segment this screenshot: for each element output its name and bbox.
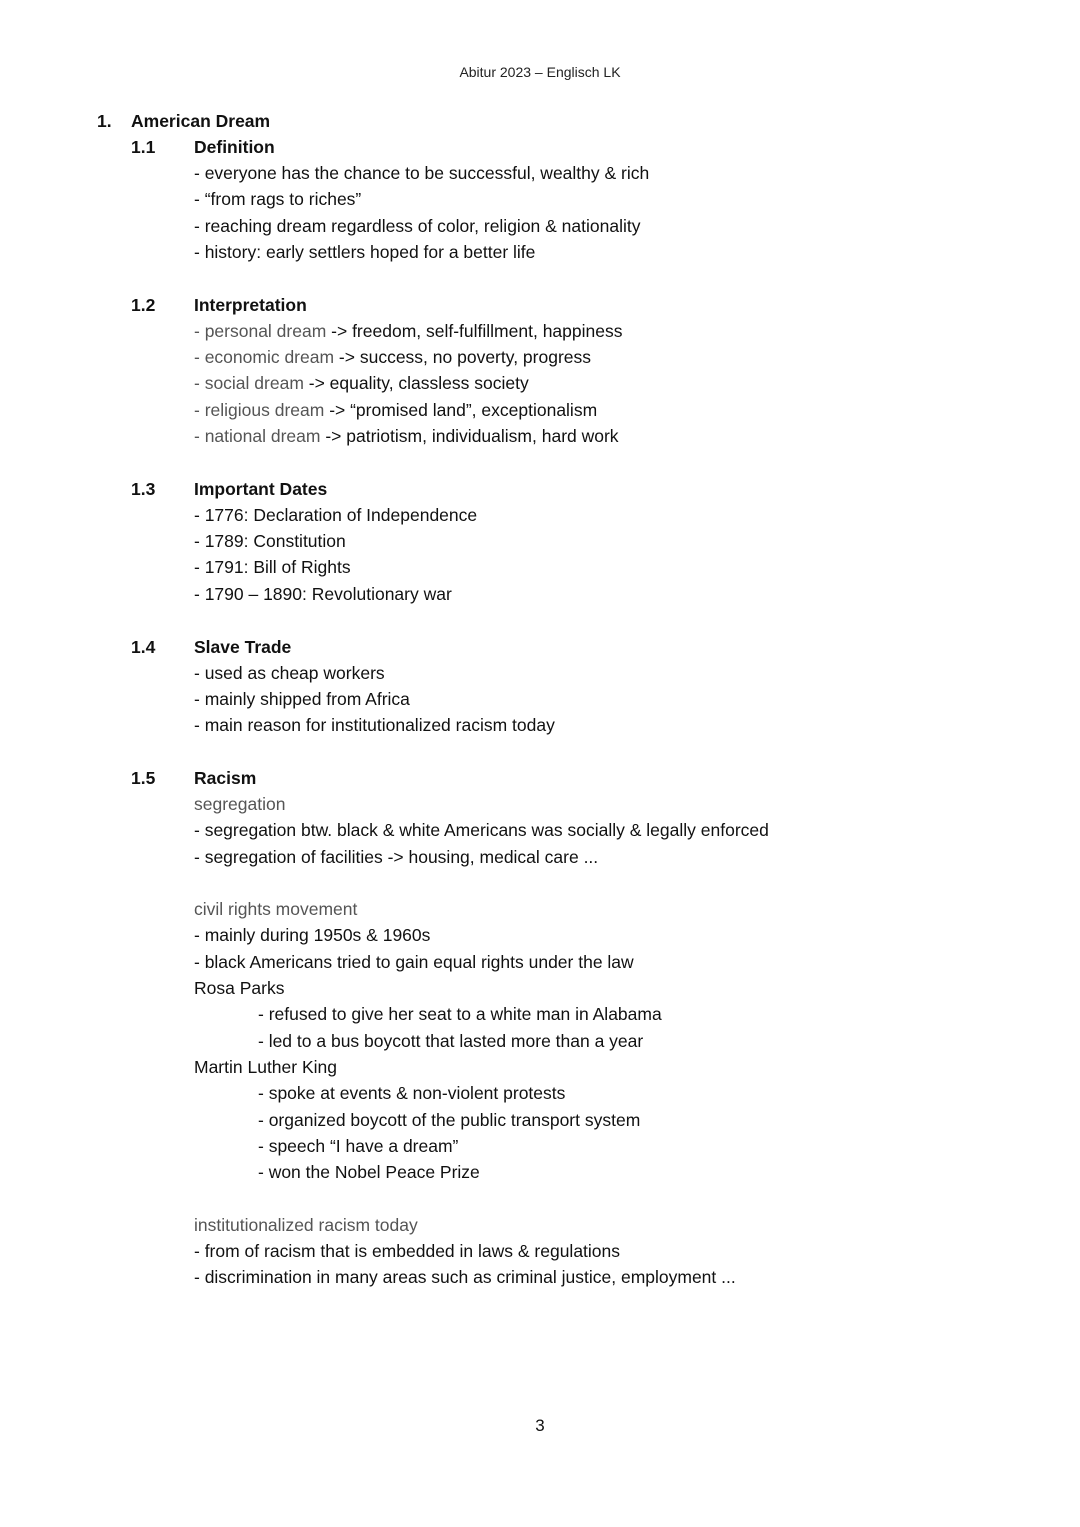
subsection-title: Slave Trade [194,637,292,657]
list-item: - organized boycott of the public transport system [258,1110,641,1130]
list-item-text: -> freedom, self-fulfillment, happiness [326,321,623,341]
subsection-title: Definition [194,137,275,157]
section-title: American Dream [131,111,271,131]
topic-heading: segregation [194,794,286,814]
list-item-label: - personal dream [194,321,327,341]
list-item: - mainly shipped from Africa [194,689,410,709]
subsection-number: 1.3 [131,479,156,499]
list-item: - refused to give her seat to a white man in Alabama [258,1004,662,1024]
list-item-label: - social dream [194,373,304,393]
subsection-title: Interpretation [194,295,307,315]
list-item: - black Americans tried to gain equal rights under the law [194,952,634,972]
list-item [194,344,591,370]
list-item: - segregation btw. black & white Americans was socially & legally enforced [194,820,769,840]
list-item-label: - religious dream [194,400,325,420]
topic-heading: institutionalized racism today [194,1215,418,1235]
list-item-text: -> success, no poverty, progress [334,347,591,367]
list-item: - 1791: Bill of Rights [194,557,351,577]
list-item [194,423,619,449]
list-item: - mainly during 1950s & 1960s [194,925,431,945]
list-item-text: -> patriotism, individualism, hard work [320,426,619,446]
list-item-label: - economic dream [194,347,335,367]
subsection-title: Racism [194,768,257,788]
subsection-number: 1.5 [131,768,156,788]
list-item [194,370,529,396]
subsection-number: 1.4 [131,637,156,657]
list-item [194,318,622,344]
list-item: - main reason for institutionalized racism today [194,715,555,735]
list-item: - led to a bus boycott that lasted more than a year [258,1031,644,1051]
subsection-title: Important Dates [194,479,328,499]
person-name: Martin Luther King [194,1057,337,1077]
section-number: 1. [97,111,112,131]
list-item: - speech “I have a dream” [258,1136,459,1156]
list-item: - everyone has the chance to be successful, wealthy & rich [194,163,650,183]
list-item: - 1776: Declaration of Independence [194,505,478,525]
subsection-number: 1.2 [131,295,156,315]
list-item-text: -> “promised land”, exceptionalism [324,400,598,420]
list-item-text: -> equality, classless society [303,373,529,393]
list-item: - discrimination in many areas such as criminal justice, employment ... [194,1267,736,1287]
list-item: - 1790 – 1890: Revolutionary war [194,584,452,604]
list-item [194,397,597,423]
list-item: - 1789: Constitution [194,531,346,551]
list-item: - from of racism that is embedded in laws & regulations [194,1241,621,1261]
page-number: 3 [535,1416,545,1435]
list-item: - segregation of facilities -> housing, medical care ... [194,847,599,867]
person-name: Rosa Parks [194,978,285,998]
list-item: - history: early settlers hoped for a better life [194,242,536,262]
list-item: - used as cheap workers [194,663,385,683]
list-item-label: - national dream [194,426,321,446]
page-header: Abitur 2023 – Englisch LK [459,64,621,80]
list-item: - won the Nobel Peace Prize [258,1162,480,1182]
list-item: - spoke at events & non-violent protests [258,1083,566,1103]
list-item: - “from rags to riches” [194,189,362,209]
subsection-number: 1.1 [131,137,156,157]
list-item: - reaching dream regardless of color, religion & nationality [194,216,641,236]
topic-heading: civil rights movement [194,899,358,919]
